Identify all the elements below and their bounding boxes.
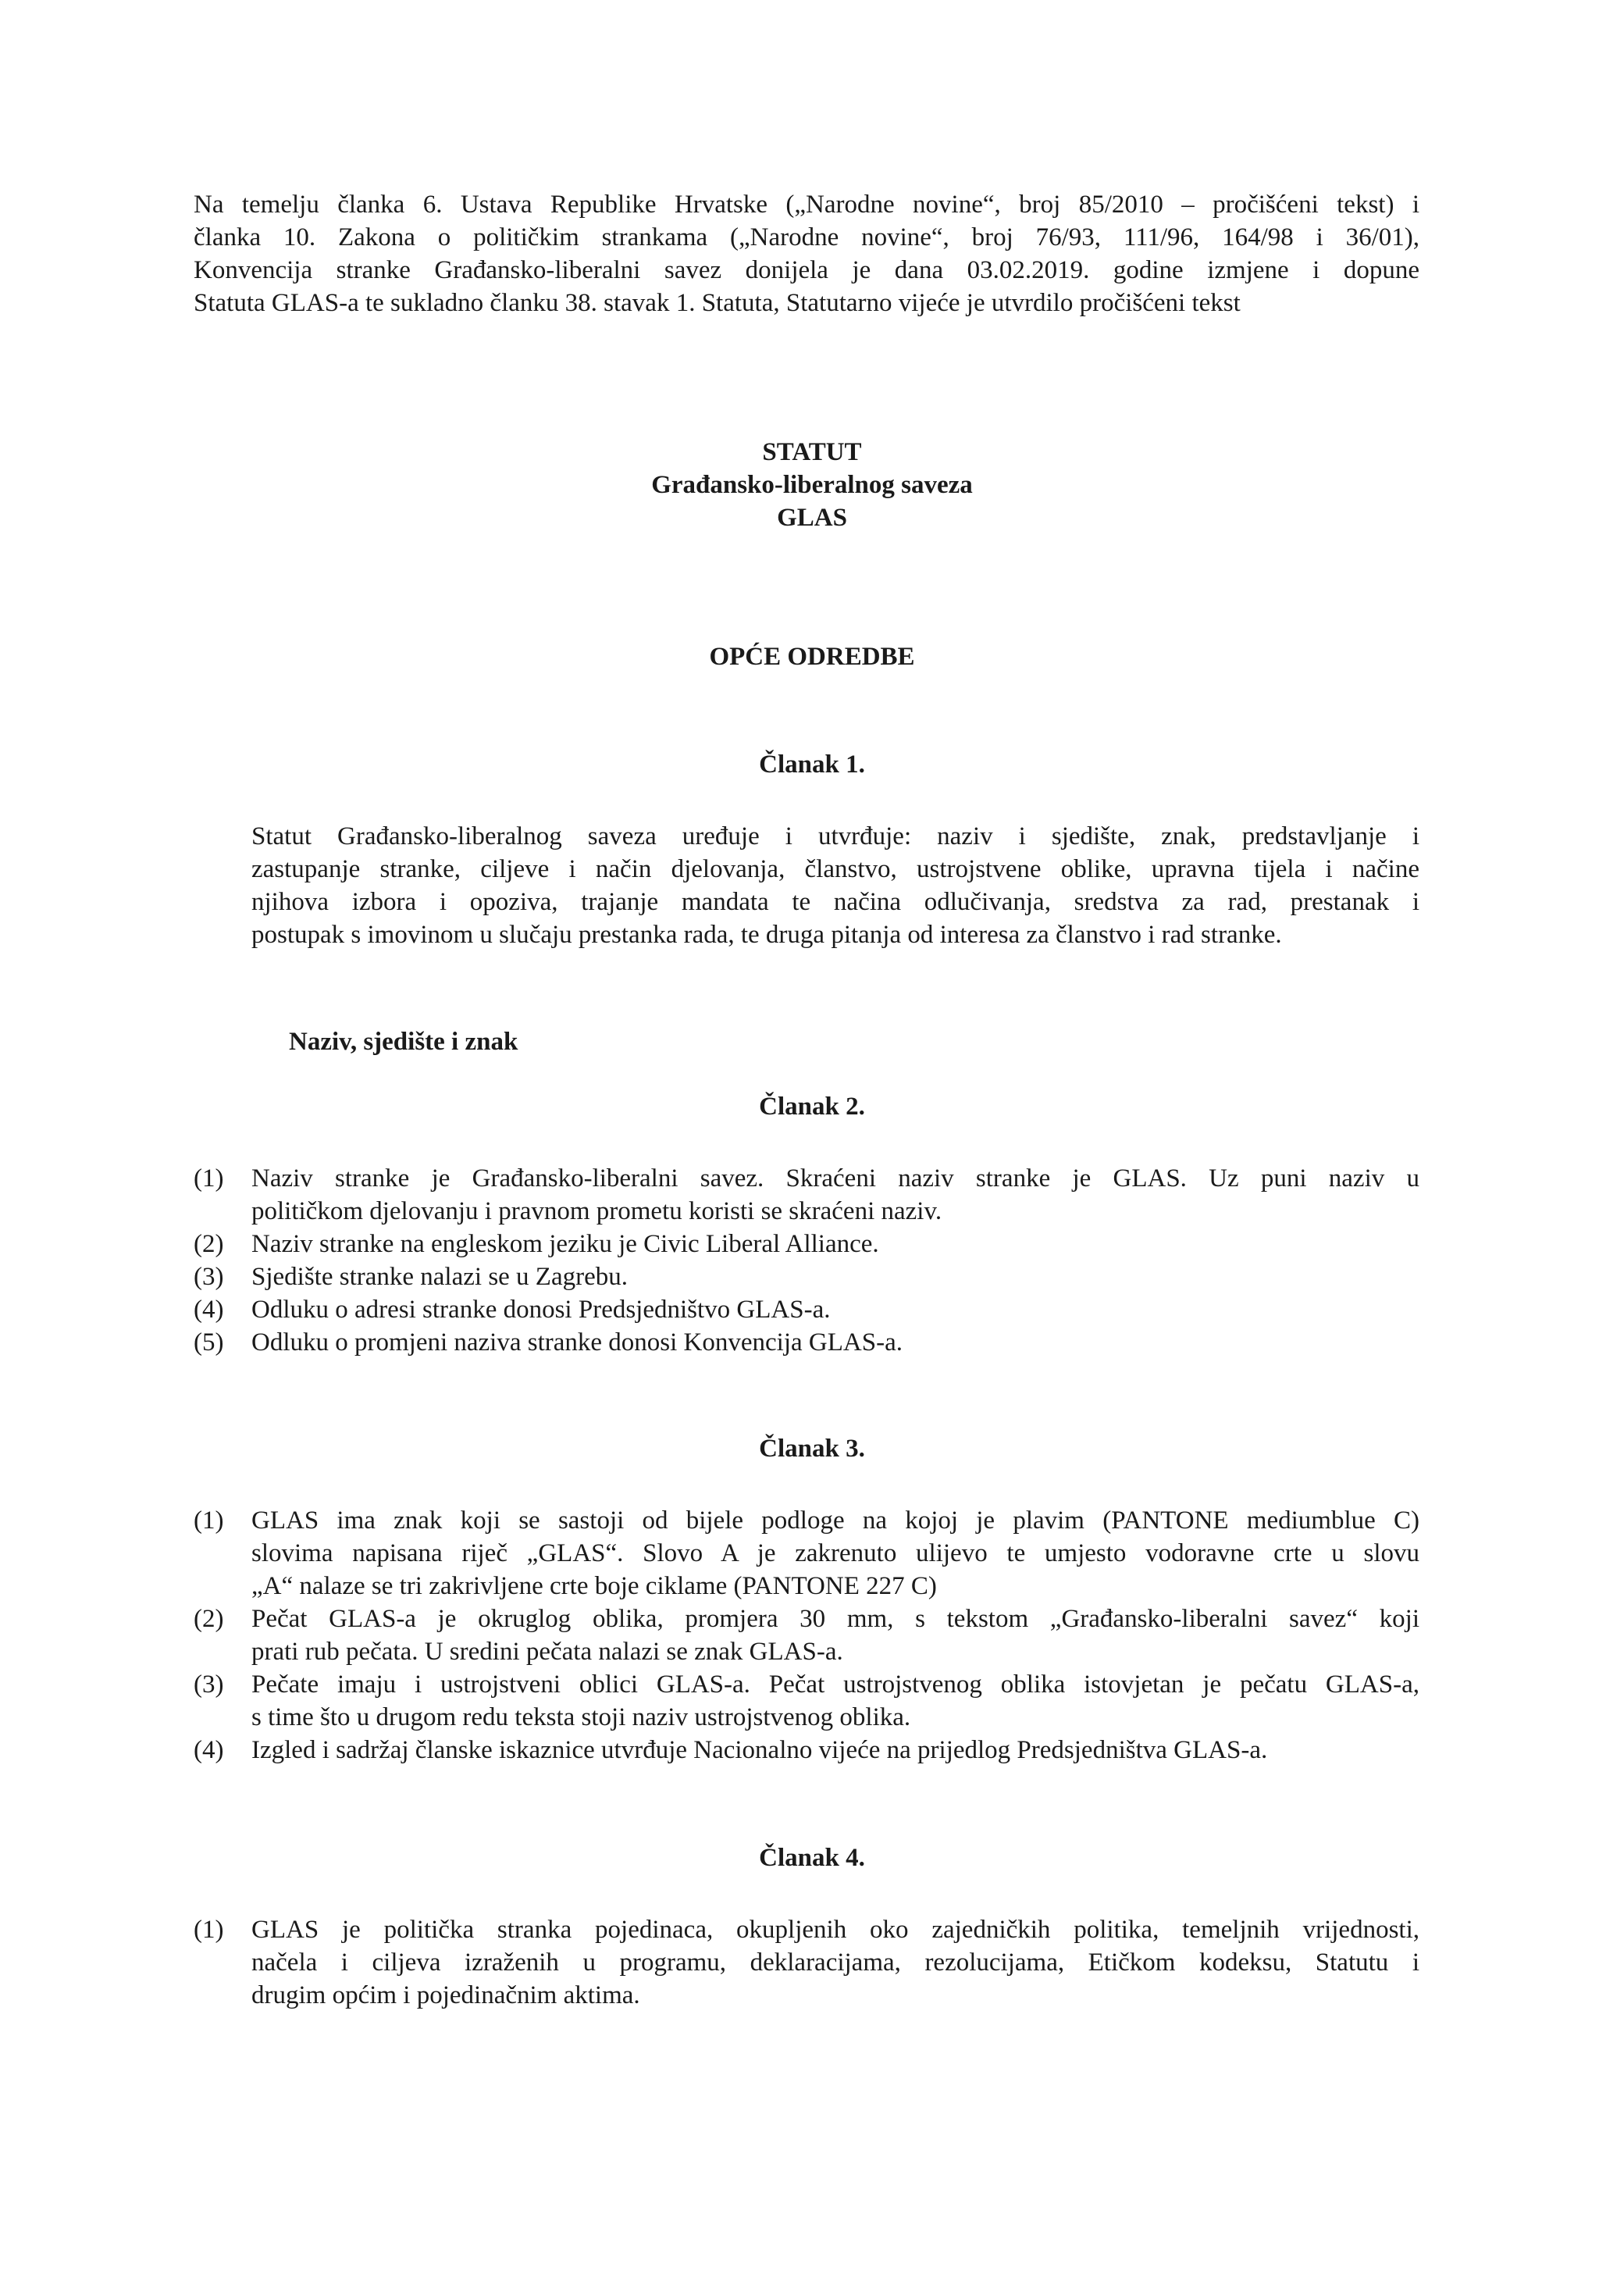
item-line: slovima napisana riječ „GLAS“. Slovo A je zakrenuto ulijevo te umjesto vodoravne crte u slovu	[251, 1539, 1419, 1567]
item-line: Odluku o adresi stranke donosi Predsjedništvo GLAS-a.	[251, 1296, 831, 1324]
item-line: načela i ciljeva izraženih u programu, deklaracijama, rezolucijama, Etičkom kodeksu, Statutu i	[251, 1948, 1419, 1977]
item-line: drugim općim i pojedinačnim aktima.	[251, 1981, 640, 2009]
article-heading: Članak 4.	[759, 1844, 865, 1872]
intro-line: članka 10. Zakona o političkim strankama („Narodne novine“, broj 76/93, 111/96, 164/98 i 36/01),	[194, 223, 1419, 251]
item-number: (1)	[194, 1916, 224, 1944]
item-line: prati rub pečata. U sredini pečata nalazi se znak GLAS-a.	[251, 1638, 843, 1666]
item-number: (4)	[194, 1296, 224, 1324]
item-line: Naziv stranke na engleskom jeziku je Civic Liberal Alliance.	[251, 1230, 879, 1258]
item-line: Odluku o promjeni naziva stranke donosi Konvencija GLAS-a.	[251, 1328, 903, 1357]
item-number: (1)	[194, 1164, 224, 1193]
article-line: Statut Građansko-liberalnog saveza uređuje i utvrđuje: naziv i sjedište, znak, predstavljanje i	[251, 822, 1419, 850]
item-line: s time što u drugom redu teksta stoji naziv ustrojstvenog oblika.	[251, 1703, 911, 1731]
item-number: (5)	[194, 1328, 224, 1357]
article-line: postupak s imovinom u slučaju prestanka rada, te druga pitanja od interesa za članstvo i rad stranke.	[251, 921, 1282, 949]
item-number: (3)	[194, 1263, 224, 1291]
item-number: (2)	[194, 1605, 224, 1633]
item-line: Naziv stranke je Građansko-liberalni savez. Skraćeni naziv stranke je GLAS. Uz puni naziv u	[251, 1164, 1419, 1193]
intro-line: Konvencija stranke Građansko-liberalni savez donijela je dana 03.02.2019. godine izmjene i dopune	[194, 256, 1419, 284]
article-heading: Članak 3.	[759, 1435, 865, 1463]
article-line: njihova izbora i opoziva, trajanje mandata te načina odlučivanja, sredstva za rad, prestanak i	[251, 888, 1419, 916]
item-line: „A“ nalaze se tri zakrivljene crte boje ciklame (PANTONE 227 C)	[251, 1572, 937, 1600]
item-number: (3)	[194, 1670, 224, 1699]
item-number: (1)	[194, 1506, 224, 1535]
item-line: Sjedište stranke nalazi se u Zagrebu.	[251, 1263, 628, 1291]
article-heading: Članak 1.	[759, 750, 865, 779]
item-line: političkom djelovanju i pravnom prometu koristi se skraćeni naziv.	[251, 1197, 942, 1225]
title-line: Građansko-liberalnog saveza	[651, 471, 973, 499]
item-number: (4)	[194, 1736, 224, 1764]
item-number: (2)	[194, 1230, 224, 1258]
intro-line: Statuta GLAS-a te sukladno članku 38. stavak 1. Statuta, Statutarno vijeće je utvrdilo pročišćeni tekst	[194, 289, 1241, 317]
title-line: GLAS	[777, 504, 847, 532]
article-line: zastupanje stranke, ciljeve i način djelovanja, članstvo, ustrojstvene oblike, upravna tijela i načine	[251, 855, 1419, 883]
item-line: Pečat GLAS-a je okruglog oblika, promjera 30 mm, s tekstom „Građansko-liberalni savez“ koji	[251, 1605, 1419, 1633]
section-heading: OPĆE ODREDBE	[709, 643, 915, 671]
title-line: STATUT	[762, 438, 862, 466]
item-line: Pečate imaju i ustrojstveni oblici GLAS-a. Pečat ustrojstvenog oblika istovjetan je pečatu GLAS-a,	[251, 1670, 1419, 1699]
item-line: GLAS je politička stranka pojedinaca, okupljenih oko zajedničkih politika, temeljnih vrijednosti,	[251, 1916, 1419, 1944]
subsection-heading: Naziv, sjedište i znak	[289, 1028, 518, 1056]
item-line: GLAS ima znak koji se sastoji od bijele podloge na kojoj je plavim (PANTONE mediumblue C)	[251, 1506, 1419, 1535]
article-heading: Članak 2.	[759, 1093, 865, 1121]
intro-line: Na temelju članka 6. Ustava Republike Hrvatske („Narodne novine“, broj 85/2010 – pročišćeni tekst) i	[194, 191, 1419, 219]
item-line: Izgled i sadržaj članske iskaznice utvrđuje Nacionalno vijeće na prijedlog Predsjedništva GLAS-a.	[251, 1736, 1268, 1764]
